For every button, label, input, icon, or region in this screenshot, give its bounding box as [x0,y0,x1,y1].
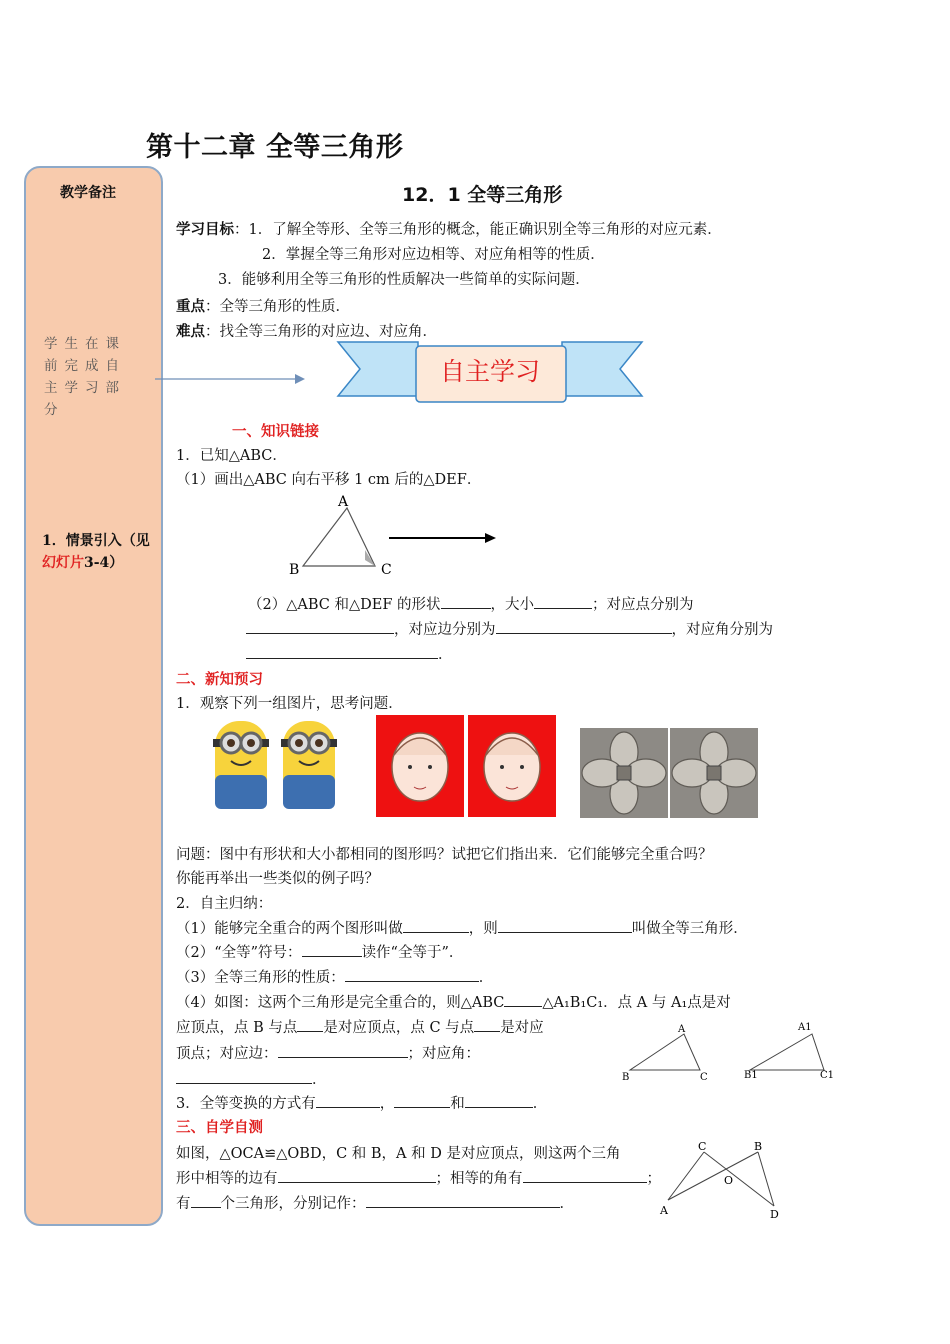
fig-a: A [660,1204,668,1217]
label-b: B [289,562,300,578]
part2-item4-sides: 顶点；对应边： ；对应角： [176,1042,480,1063]
part3-line2: 形中相等的边有 ；相等的角有 ； [176,1167,661,1188]
minions-image [205,715,347,817]
part2-q3: 3．全等变换的方式有 ， 和 ． [176,1092,547,1113]
part2-question-line1: 问题：图中有形状和大小都相同的图形吗？试把它们指出来．它们能够完全重合吗？ [176,847,713,863]
key-point: 重点：全等三角形的性质． [176,298,350,315]
label-a: A [338,494,349,510]
tile-pattern-left [580,728,668,818]
sidebar-note: 学生在课前完成自主学习部分 [44,336,126,418]
banner-text: 自主学习 [440,357,541,386]
face-image-right [468,715,556,817]
label-c: C [381,562,392,578]
face-image-left [376,715,464,817]
part2-q1: 1．观察下列一组图片，思考问题． [176,696,403,712]
part1-q1-2-end: ． [246,643,453,664]
sidebar-arrow [155,372,305,386]
fig-right-a1: A1 [798,1022,812,1033]
fig-right-c1: C1 [820,1070,835,1081]
part1-q1-2-cont: ，对应边分别为 ，对应角分别为 [246,618,773,639]
fig-left-a: A [678,1024,686,1035]
section-title: 12．1 全等三角形 [402,184,563,206]
learning-goal-2: 2．掌握全等三角形对应边相等、对应角相等的性质． [262,247,605,263]
triangle-abc-figure [285,490,505,582]
part2-item3: （3）全等三角形的性质： ． [176,966,493,987]
part1-q1-2: （2）△ABC 和△DEF 的形状 ，大小 ；对应点分别为 [248,593,694,614]
part2-title: 二、新知预习 [176,672,263,688]
sidebar-scene-intro: 1．情景引入（见幻灯片3-4） [42,533,150,571]
bowtie-triangles-figure [654,1138,794,1222]
learning-goal-3: 3．能够利用全等三角形的性质解决一些简单的实际问题． [218,272,590,288]
part2-question-line2: 你能再举出一些类似的例子吗？ [176,871,379,887]
part3-line3: 有 个三角形，分别记作： ． [176,1192,574,1213]
teaching-notes-sidebar [24,166,163,1226]
fig-c: C [698,1140,707,1153]
difficult-point: 难点：找全等三角形的对应边、对应角． [176,323,437,340]
part3-title: 三、自学自测 [176,1120,263,1136]
part1-title: 一、知识链接 [232,424,319,440]
part1-q1-1: （1）画出△ABC 向右平移 1 cm 后的△DEF． [176,472,482,488]
congruent-triangles-figure [616,1020,846,1086]
part2-item1: （1）能够完全重合的两个图形叫做 ，则 叫做全等三角形． [176,917,748,938]
fig-left-b: B [622,1072,630,1083]
part2-item2: （2）“全等”符号： 读作“全等于”． [176,941,463,962]
part2-item4-end: ． [176,1068,327,1089]
fig-left-c: C [700,1072,708,1083]
part1-q1: 1．已知△ABC． [176,448,287,464]
fig-right-b1: B1 [744,1070,758,1081]
learning-goal-1: 学习目标：1．了解全等形、全等三角形的概念，能正确识别全等三角形的对应元素． [176,221,722,238]
part2-item4-cont: 应顶点，点 B 与点 是对应顶点，点 C 与点 是对应 [176,1016,544,1037]
tile-pattern-right [670,728,758,818]
fig-d: D [770,1208,779,1221]
sidebar-heading: 教学备注 [60,185,116,201]
part3-line1: 如图，△OCA≌△OBD，C 和 B，A 和 D 是对应顶点，则这两个三角 [176,1146,621,1162]
chapter-title: 第十二章 全等三角形 [146,132,404,163]
part2-item4: （4）如图：这两个三角形是完全重合的，则△ABC △A₁B₁C₁．点 A 与 A₁点是对 [176,991,731,1012]
fig-b: B [754,1140,763,1153]
fig-o: O [724,1174,734,1187]
part2-q2: 2．自主归纳： [176,896,273,912]
slide-ref: 幻灯片 [42,555,84,571]
